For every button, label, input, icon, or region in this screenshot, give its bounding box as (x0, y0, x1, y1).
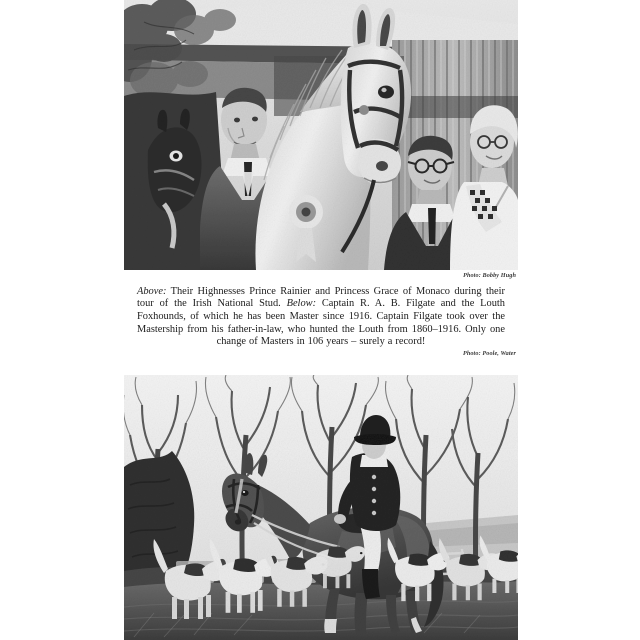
caption-part-one: Their Highnesses Prince Rainier and Princess Grace of Monaco during their tour of the Irish National Stud. (137, 285, 505, 310)
photograph-bottom (124, 375, 518, 640)
caption-paragraph (124, 280, 518, 349)
photo-credit-bottom: Photo: Poole, Water (462, 349, 516, 357)
photograph-top-image (124, 0, 518, 270)
photograph-top (124, 0, 518, 270)
caption-below-label: Below: (286, 298, 317, 310)
caption-part-two: Captain R. A. B. Filgate and the Louth Foxhounds, of which he has been Master since 1916. Captain Filgate took over the Mastership from his father-in-law, who hunted the Louth from 1860–1916. Only one change of Masters in 106 years – surely a record! (137, 298, 505, 348)
photograph-bottom-image (124, 375, 518, 640)
photo-credit-top: Photo: Bobby Hugh (463, 272, 516, 279)
caption-block (124, 270, 518, 375)
caption-above-label: Above: (137, 285, 167, 297)
